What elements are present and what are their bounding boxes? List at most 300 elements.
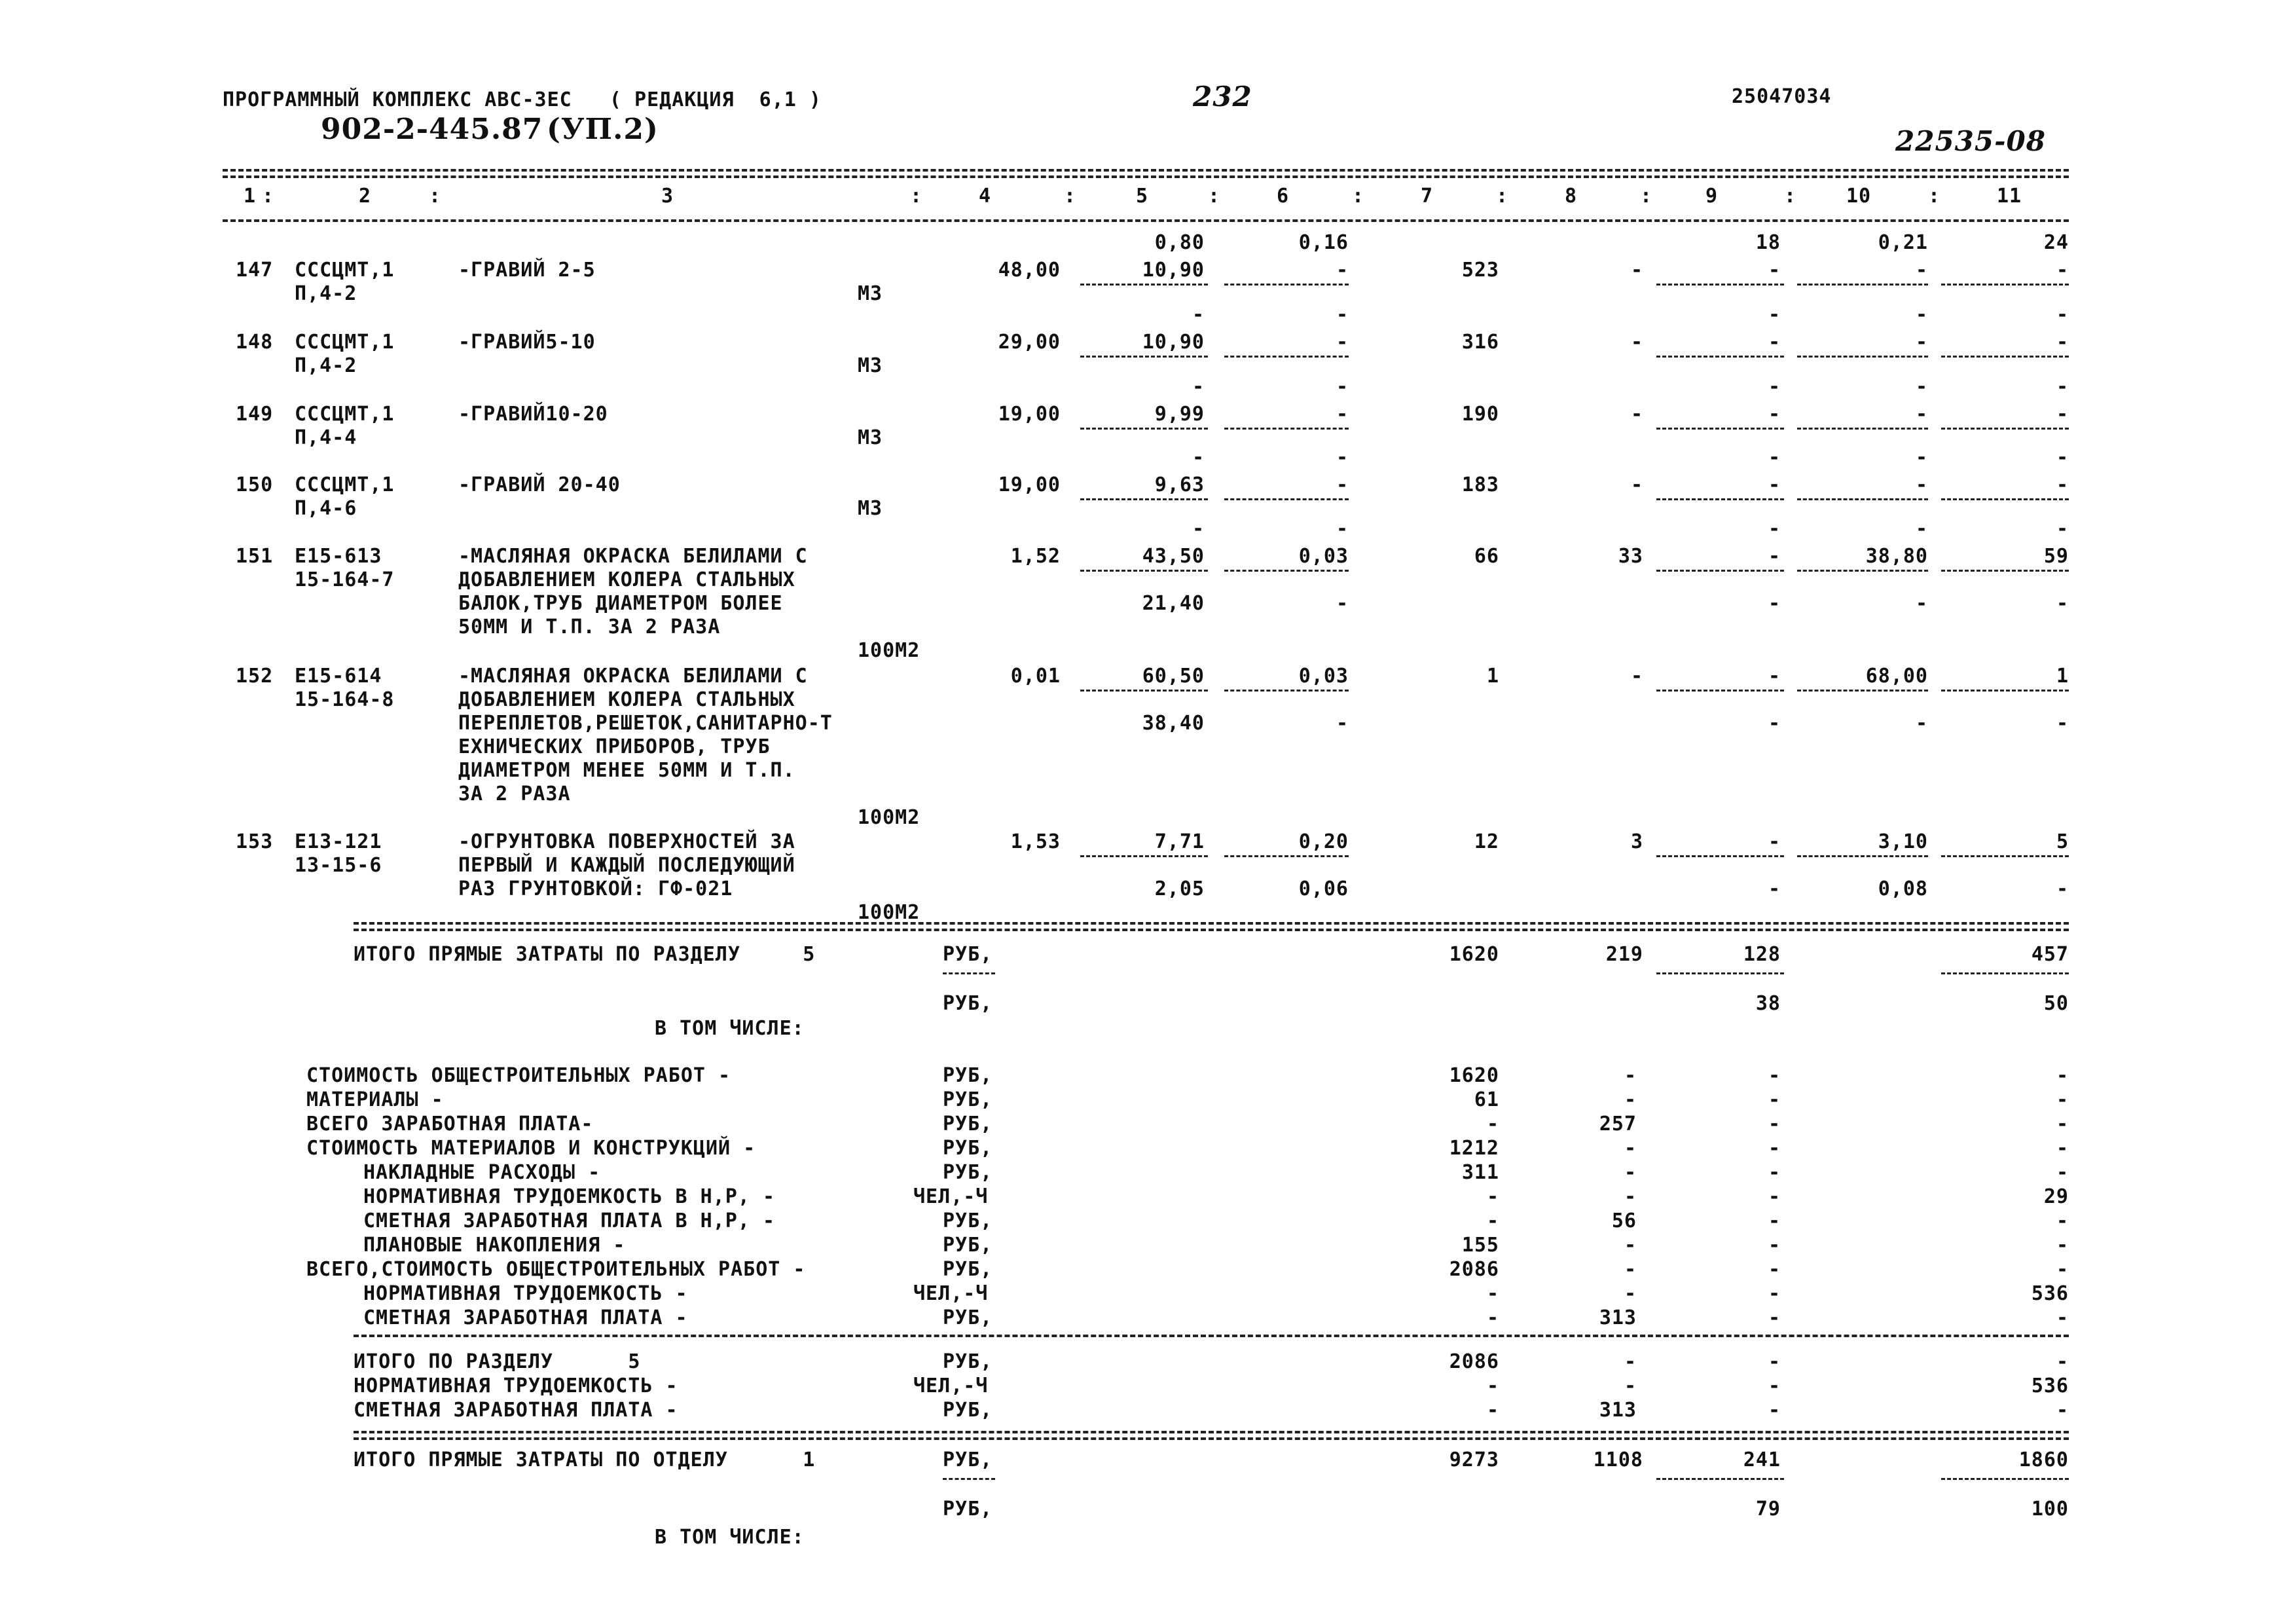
breakdown-c9: -	[1768, 1234, 1781, 1257]
dashed-rule	[354, 1431, 2069, 1433]
cell-c10: -	[1915, 259, 1928, 282]
cell-sub-c10: 0,08	[1878, 877, 1928, 900]
breakdown-label: ПЛАНОВЫЕ НАКОПЛЕНИЯ -	[363, 1234, 626, 1257]
document-part: (УП.2)	[547, 113, 659, 146]
cell-sub-c11: -	[2056, 877, 2069, 900]
cell-c8: -	[1630, 403, 1643, 426]
unit: РУБ,	[943, 1209, 993, 1232]
unit: РУБ,	[943, 1113, 993, 1135]
rate-code: СССЦМТ,1	[295, 331, 395, 354]
column-separator: :	[1640, 185, 1653, 208]
program-title: ПРОГРАММНЫЙ КОМПЛЕКС АВС-ЗЕС ( РЕДАКЦИЯ 6,1 )	[223, 88, 822, 111]
unit: РУБ,	[943, 1449, 993, 1471]
breakdown-c8: 56	[1611, 1209, 1637, 1232]
cell-sub-c10: -	[1915, 712, 1928, 735]
dashed-rule	[1656, 356, 1784, 358]
breakdown-c11: -	[2056, 1161, 2069, 1184]
unit: РУБ,	[943, 992, 993, 1015]
rate-code: СССЦМТ,1	[295, 403, 395, 426]
dashed-rule	[354, 922, 2069, 925]
cell-c5: 9,99	[1154, 403, 1205, 426]
dashed-rule	[1941, 690, 2069, 692]
breakdown-c11: -	[2056, 1113, 2069, 1135]
column-header: 3	[661, 185, 674, 208]
summary-c11: 536	[2031, 1375, 2069, 1397]
dashed-rule	[1797, 284, 1928, 286]
cell-sub-c6: 0,06	[1298, 877, 1349, 900]
cell-c5: 43,50	[1142, 545, 1205, 568]
unit: РУБ,	[943, 1258, 993, 1281]
column-separator: :	[910, 185, 923, 208]
dashed-rule	[354, 1437, 2069, 1440]
breakdown-label: НОРМАТИВНАЯ ТРУДОЕМКОСТЬ В Н,Р, -	[363, 1185, 776, 1208]
item-name: -МАСЛЯНАЯ ОКРАСКА БЕЛИЛАМИ С	[458, 545, 808, 568]
breakdown-label: СМЕТНАЯ ЗАРАБОТНАЯ ПЛАТА В Н,Р, -	[363, 1209, 776, 1232]
cell-sub-c10: -	[1915, 592, 1928, 615]
breakdown-label: ВСЕГО,СТОИМОСТЬ ОБЩЕСТРОИТЕЛЬНЫХ РАБОТ -	[306, 1258, 806, 1281]
department-total-c9: 241	[1743, 1449, 1781, 1471]
breakdown-c11: -	[2056, 1064, 2069, 1087]
rate-code-ref: П,4-2	[295, 282, 357, 305]
dashed-rule	[1656, 570, 1784, 572]
breakdown-c8: -	[1624, 1258, 1637, 1281]
breakdown-c9: -	[1768, 1209, 1781, 1232]
item-name: ЕХНИЧЕСКИХ ПРИБОРОВ, ТРУБ	[458, 735, 771, 758]
cell-c4: 1,53	[1010, 830, 1061, 853]
cell-top-c6: 0,16	[1298, 231, 1349, 254]
breakdown-c7: 311	[1461, 1161, 1499, 1184]
cell-top-c10: 0,21	[1878, 231, 1928, 254]
item-name: -МАСЛЯНАЯ ОКРАСКА БЕЛИЛАМИ С	[458, 665, 808, 688]
item-name: 50ММ И Т.П. ЗА 2 РАЗА	[458, 616, 721, 638]
cell-top-c11: -	[2056, 375, 2069, 398]
breakdown-c8: -	[1624, 1185, 1637, 1208]
dashed-rule	[1224, 284, 1349, 286]
rate-code-ref: П,4-4	[295, 426, 357, 449]
cell-top-c5: -	[1192, 375, 1205, 398]
breakdown-c8: 257	[1599, 1113, 1637, 1135]
item-unit: 100М2	[858, 806, 920, 829]
dashed-rule	[1656, 690, 1784, 692]
dashed-rule	[1941, 855, 2069, 857]
summary-c8: -	[1624, 1375, 1637, 1397]
unit: РУБ,	[943, 1137, 993, 1160]
dashed-rule	[1797, 570, 1928, 572]
rate-code: Е15-613	[295, 545, 382, 568]
including-label: В ТОМ ЧИСЛЕ:	[655, 1017, 805, 1040]
cell-c9: -	[1768, 473, 1781, 496]
unit: ЧЕЛ,-Ч	[913, 1185, 989, 1208]
dashed-rule	[1080, 690, 1208, 692]
cell-c8: -	[1630, 331, 1643, 354]
unit: РУБ,	[943, 1498, 993, 1521]
column-header: 2	[359, 185, 372, 208]
cell-top-c10: -	[1915, 517, 1928, 540]
cell-c9: -	[1768, 545, 1781, 568]
cell-top-c10: -	[1915, 375, 1928, 398]
department-total-c8: 1108	[1593, 1449, 1643, 1471]
item-name: ДИАМЕТРОМ МЕНЕЕ 50ММ И Т.П.	[458, 759, 795, 782]
dashed-rule	[1656, 1478, 1784, 1480]
breakdown-c9: -	[1768, 1306, 1781, 1329]
department-total-c7: 9273	[1449, 1449, 1499, 1471]
item-name: -ГРАВИЙ 20-40	[458, 473, 621, 496]
dashed-rule	[1080, 284, 1208, 286]
breakdown-c7: -	[1486, 1185, 1499, 1208]
rate-code: Е15-614	[295, 665, 382, 688]
cell-sub-c11: -	[2056, 712, 2069, 735]
breakdown-c7: -	[1486, 1282, 1499, 1305]
column-header: 9	[1705, 185, 1719, 208]
cell-sub-c6: -	[1336, 592, 1349, 615]
cell-c11: -	[2056, 331, 2069, 354]
unit: РУБ,	[943, 1161, 993, 1184]
dashed-rule	[1797, 855, 1928, 857]
row-number: 148	[236, 331, 274, 354]
dashed-rule	[354, 1335, 2069, 1337]
item-name: -ГРАВИЙ 2-5	[458, 259, 596, 282]
cell-c9: -	[1768, 331, 1781, 354]
summary-c11: -	[2056, 1399, 2069, 1422]
page-number: 232	[1193, 81, 1252, 113]
item-name: ПЕРЕПЛЕТОВ,РЕШЕТОК,САНИТАРНО-Т	[458, 712, 833, 735]
cell-c7: 523	[1461, 259, 1499, 282]
column-header: 11	[1997, 185, 2022, 208]
item-unit: М3	[858, 426, 883, 449]
cell-c5: 7,71	[1154, 830, 1205, 853]
cell-c7: 183	[1461, 473, 1499, 496]
column-separator: :	[1064, 185, 1077, 208]
dashed-rule	[943, 1478, 995, 1480]
cell-c4: 1,52	[1010, 545, 1061, 568]
item-name: ДОБАВЛЕНИЕМ КОЛЕРА СТАЛЬНЫХ	[458, 568, 795, 591]
summary-c9: -	[1768, 1375, 1781, 1397]
breakdown-c9: -	[1768, 1137, 1781, 1160]
column-separator: :	[1208, 185, 1221, 208]
cell-c11: -	[2056, 473, 2069, 496]
column-separator: :	[1352, 185, 1365, 208]
item-name: -ОГРУНТОВКА ПОВЕРХНОСТЕЙ ЗА	[458, 830, 795, 853]
column-header: 5	[1136, 185, 1149, 208]
cell-c10: -	[1915, 331, 1928, 354]
department-total-c9b: 79	[1755, 1498, 1781, 1521]
row-number: 149	[236, 403, 274, 426]
breakdown-c11: -	[2056, 1258, 2069, 1281]
cell-c5: 60,50	[1142, 665, 1205, 688]
dashed-rule	[1080, 428, 1208, 430]
cell-top-c11: -	[2056, 303, 2069, 326]
summary-c8: 313	[1599, 1399, 1637, 1422]
item-name: -ГРАВИЙ10-20	[458, 403, 608, 426]
cell-top-c6: -	[1336, 517, 1349, 540]
cell-top-c6: -	[1336, 446, 1349, 469]
cell-c6: 0,20	[1298, 830, 1349, 853]
column-header: 4	[979, 185, 992, 208]
dashed-rule	[1080, 570, 1208, 572]
cell-c9: -	[1768, 830, 1781, 853]
breakdown-c11: -	[2056, 1137, 2069, 1160]
dashed-rule	[1941, 428, 2069, 430]
rate-code: Е13-121	[295, 830, 382, 853]
breakdown-c9: -	[1768, 1088, 1781, 1111]
unit: РУБ,	[943, 943, 993, 966]
unit: РУБ,	[943, 1064, 993, 1087]
cell-sub-c6: -	[1336, 712, 1349, 735]
breakdown-c11: -	[2056, 1306, 2069, 1329]
breakdown-c11: -	[2056, 1209, 2069, 1232]
rate-code-ref: 13-15-6	[295, 854, 382, 877]
dashed-rule	[1656, 284, 1784, 286]
document-code: 902-2-445.87	[321, 113, 543, 146]
dashed-rule	[1080, 356, 1208, 358]
breakdown-c7: 1620	[1449, 1064, 1499, 1087]
column-header: 6	[1277, 185, 1290, 208]
dashed-rule	[1224, 428, 1349, 430]
dashed-rule	[1797, 356, 1928, 358]
department-total-c11b: 100	[2031, 1498, 2069, 1521]
breakdown-c7: 61	[1474, 1088, 1499, 1111]
cell-c4: 29,00	[998, 331, 1061, 354]
cell-sub-c9: -	[1768, 877, 1781, 900]
item-name: ЗА 2 РАЗА	[458, 783, 571, 805]
section-total-c9b: 38	[1755, 992, 1781, 1015]
dashed-rule	[1941, 972, 2069, 974]
row-number: 150	[236, 473, 274, 496]
dashed-rule	[1224, 356, 1349, 358]
item-name: ПЕРВЫЙ И КАЖДЫЙ ПОСЛЕДУЮЩИЙ	[458, 854, 795, 877]
department-total-label: ИТОГО ПРЯМЫЕ ЗАТРАТЫ ПО ОТДЕЛУ 1	[354, 1449, 816, 1471]
cell-top-c11: -	[2056, 517, 2069, 540]
cell-c9: -	[1768, 665, 1781, 688]
cell-top-c9: -	[1768, 446, 1781, 469]
cell-c4: 19,00	[998, 473, 1061, 496]
section-total-label: ИТОГО ПРЯМЫЕ ЗАТРАТЫ ПО РАЗДЕЛУ 5	[354, 943, 816, 966]
dashed-rule	[1224, 498, 1349, 500]
column-separator: :	[262, 185, 275, 208]
breakdown-label: СТОИМОСТЬ ОБЩЕСТРОИТЕЛЬНЫХ РАБОТ -	[306, 1064, 731, 1087]
cell-top-c5: -	[1192, 446, 1205, 469]
column-header: 7	[1421, 185, 1434, 208]
cell-c11: -	[2056, 403, 2069, 426]
cell-c6: 0,03	[1298, 545, 1349, 568]
dashed-rule	[1941, 356, 2069, 358]
column-separator: :	[1928, 185, 1941, 208]
cell-sub-c5: 2,05	[1154, 877, 1205, 900]
item-unit: 100М2	[858, 639, 920, 662]
dashed-rule	[1797, 690, 1928, 692]
cell-c11: 5	[2056, 830, 2069, 853]
breakdown-c9: -	[1768, 1258, 1781, 1281]
column-header: 1	[244, 185, 257, 208]
unit: РУБ,	[943, 1088, 993, 1111]
row-number: 153	[236, 830, 274, 853]
dashed-rule	[354, 929, 2069, 931]
dashed-rule	[1797, 428, 1928, 430]
cell-top-c9: -	[1768, 303, 1781, 326]
item-unit: М3	[858, 354, 883, 377]
breakdown-c9: -	[1768, 1161, 1781, 1184]
breakdown-label: НАКЛАДНЫЕ РАСХОДЫ -	[363, 1161, 601, 1184]
cell-c11: 1	[2056, 665, 2069, 688]
breakdown-c9: -	[1768, 1282, 1781, 1305]
dashed-rule	[223, 169, 2069, 172]
cell-top-c11: -	[2056, 446, 2069, 469]
cell-c11: 59	[2043, 545, 2069, 568]
cell-c6: -	[1336, 331, 1349, 354]
breakdown-label: СМЕТНАЯ ЗАРАБОТНАЯ ПЛАТА -	[363, 1306, 688, 1329]
summary-c7: -	[1486, 1375, 1499, 1397]
dashed-rule	[1656, 428, 1784, 430]
section-total-c11: 457	[2031, 943, 2069, 966]
breakdown-c7: 1212	[1449, 1137, 1499, 1160]
dashed-rule	[1941, 498, 2069, 500]
breakdown-c11: -	[2056, 1234, 2069, 1257]
breakdown-c11: 29	[2043, 1185, 2069, 1208]
breakdown-label: СТОИМОСТЬ МАТЕРИАЛОВ И КОНСТРУКЦИЙ -	[306, 1137, 756, 1160]
unit: РУБ,	[943, 1399, 993, 1422]
cell-c9: -	[1768, 403, 1781, 426]
cell-c5: 10,90	[1142, 331, 1205, 354]
cell-sub-c9: -	[1768, 592, 1781, 615]
item-unit: М3	[858, 282, 883, 305]
breakdown-c7: -	[1486, 1113, 1499, 1135]
cell-c7: 12	[1474, 830, 1499, 853]
cell-c6: -	[1336, 259, 1349, 282]
dashed-rule	[1080, 855, 1208, 857]
document-id: 25047034	[1732, 85, 1832, 108]
breakdown-c7: -	[1486, 1209, 1499, 1232]
dashed-rule	[223, 175, 2069, 178]
breakdown-label: НОРМАТИВНАЯ ТРУДОЕМКОСТЬ -	[363, 1282, 688, 1305]
cell-c8: -	[1630, 259, 1643, 282]
cell-c4: 19,00	[998, 403, 1061, 426]
unit: РУБ,	[943, 1350, 993, 1373]
cell-c5: 9,63	[1154, 473, 1205, 496]
cell-top-c5: -	[1192, 303, 1205, 326]
cell-sub-c9: -	[1768, 712, 1781, 735]
cell-sub-c5: 38,40	[1142, 712, 1205, 735]
row-number: 151	[236, 545, 274, 568]
cell-top-c6: -	[1336, 303, 1349, 326]
dashed-rule	[1797, 498, 1928, 500]
dashed-rule	[1224, 690, 1349, 692]
dashed-rule	[1224, 570, 1349, 572]
dashed-rule	[1656, 498, 1784, 500]
dashed-rule	[943, 972, 995, 974]
cell-c4: 0,01	[1010, 665, 1061, 688]
cell-sub-c5: 21,40	[1142, 592, 1205, 615]
dashed-rule	[1656, 972, 1784, 974]
row-number: 152	[236, 665, 274, 688]
row-number: 147	[236, 259, 274, 282]
item-name: ДОБАВЛЕНИЕМ КОЛЕРА СТАЛЬНЫХ	[458, 688, 795, 711]
cell-c9: -	[1768, 259, 1781, 282]
unit: ЧЕЛ,-Ч	[913, 1282, 989, 1305]
breakdown-c8: -	[1624, 1234, 1637, 1257]
cell-top-c5: 0,80	[1154, 231, 1205, 254]
summary-c11: -	[2056, 1350, 2069, 1373]
unit: РУБ,	[943, 1306, 993, 1329]
cell-c6: 0,03	[1298, 665, 1349, 688]
cell-c7: 1	[1486, 665, 1499, 688]
rate-code: СССЦМТ,1	[295, 473, 395, 496]
sheet-mark: 22535-08	[1895, 125, 2046, 157]
section-total-c11b: 50	[2043, 992, 2069, 1015]
cell-c6: -	[1336, 403, 1349, 426]
column-separator: :	[1784, 185, 1797, 208]
breakdown-label: МАТЕРИАЛЫ -	[306, 1088, 444, 1111]
cell-c11: -	[2056, 259, 2069, 282]
cell-top-c9: 18	[1755, 231, 1781, 254]
rate-code-ref: П,4-6	[295, 497, 357, 520]
cell-c8: -	[1630, 473, 1643, 496]
summary-c7: 2086	[1449, 1350, 1499, 1373]
breakdown-label: ВСЕГО ЗАРАБОТНАЯ ПЛАТА-	[306, 1113, 594, 1135]
breakdown-c9: -	[1768, 1185, 1781, 1208]
breakdown-c7: 155	[1461, 1234, 1499, 1257]
cell-c8: -	[1630, 665, 1643, 688]
section-total-c7: 1620	[1449, 943, 1499, 966]
cell-c8: 33	[1618, 545, 1643, 568]
breakdown-c8: -	[1624, 1282, 1637, 1305]
column-header: 10	[1846, 185, 1872, 208]
item-name: БАЛОК,ТРУБ ДИАМЕТРОМ БОЛЕЕ	[458, 592, 783, 615]
dashed-rule	[1080, 498, 1208, 500]
cell-c7: 66	[1474, 545, 1499, 568]
rate-code-ref: П,4-2	[295, 354, 357, 377]
breakdown-c7: -	[1486, 1306, 1499, 1329]
item-name: РАЗ ГРУНТОВКОЙ: ГФ-021	[458, 877, 733, 900]
cell-top-c9: -	[1768, 517, 1781, 540]
cell-top-c5: -	[1192, 517, 1205, 540]
breakdown-c11: 536	[2031, 1282, 2069, 1305]
cell-c8: 3	[1630, 830, 1643, 853]
item-unit: 100М2	[858, 901, 920, 924]
section-summary-label: СМЕТНАЯ ЗАРАБОТНАЯ ПЛАТА -	[354, 1399, 678, 1422]
breakdown-c8: -	[1624, 1161, 1637, 1184]
cell-top-c6: -	[1336, 375, 1349, 398]
dashed-rule	[223, 219, 2069, 222]
cell-c10: -	[1915, 403, 1928, 426]
cell-c10: -	[1915, 473, 1928, 496]
breakdown-c8: -	[1624, 1064, 1637, 1087]
cell-c6: -	[1336, 473, 1349, 496]
summary-c8: -	[1624, 1350, 1637, 1373]
item-unit: М3	[858, 497, 883, 520]
rate-code-ref: 15-164-8	[295, 688, 395, 711]
rate-code: СССЦМТ,1	[295, 259, 395, 282]
item-name: -ГРАВИЙ5-10	[458, 331, 596, 354]
breakdown-c11: -	[2056, 1088, 2069, 1111]
cell-c5: 10,90	[1142, 259, 1205, 282]
breakdown-c8: -	[1624, 1088, 1637, 1111]
dashed-rule	[1941, 1478, 2069, 1480]
unit: ЧЕЛ,-Ч	[913, 1375, 989, 1397]
cell-c10: 3,10	[1878, 830, 1928, 853]
breakdown-c9: -	[1768, 1064, 1781, 1087]
rate-code-ref: 15-164-7	[295, 568, 395, 591]
cell-top-c9: -	[1768, 375, 1781, 398]
including-label: В ТОМ ЧИСЛЕ:	[655, 1526, 805, 1549]
column-separator: :	[1496, 185, 1509, 208]
unit: РУБ,	[943, 1234, 993, 1257]
cell-sub-c11: -	[2056, 592, 2069, 615]
section-summary-label: НОРМАТИВНАЯ ТРУДОЕМКОСТЬ -	[354, 1375, 678, 1397]
column-separator: :	[429, 185, 442, 208]
breakdown-c9: -	[1768, 1113, 1781, 1135]
dashed-rule	[1941, 284, 2069, 286]
summary-c7: -	[1486, 1399, 1499, 1422]
